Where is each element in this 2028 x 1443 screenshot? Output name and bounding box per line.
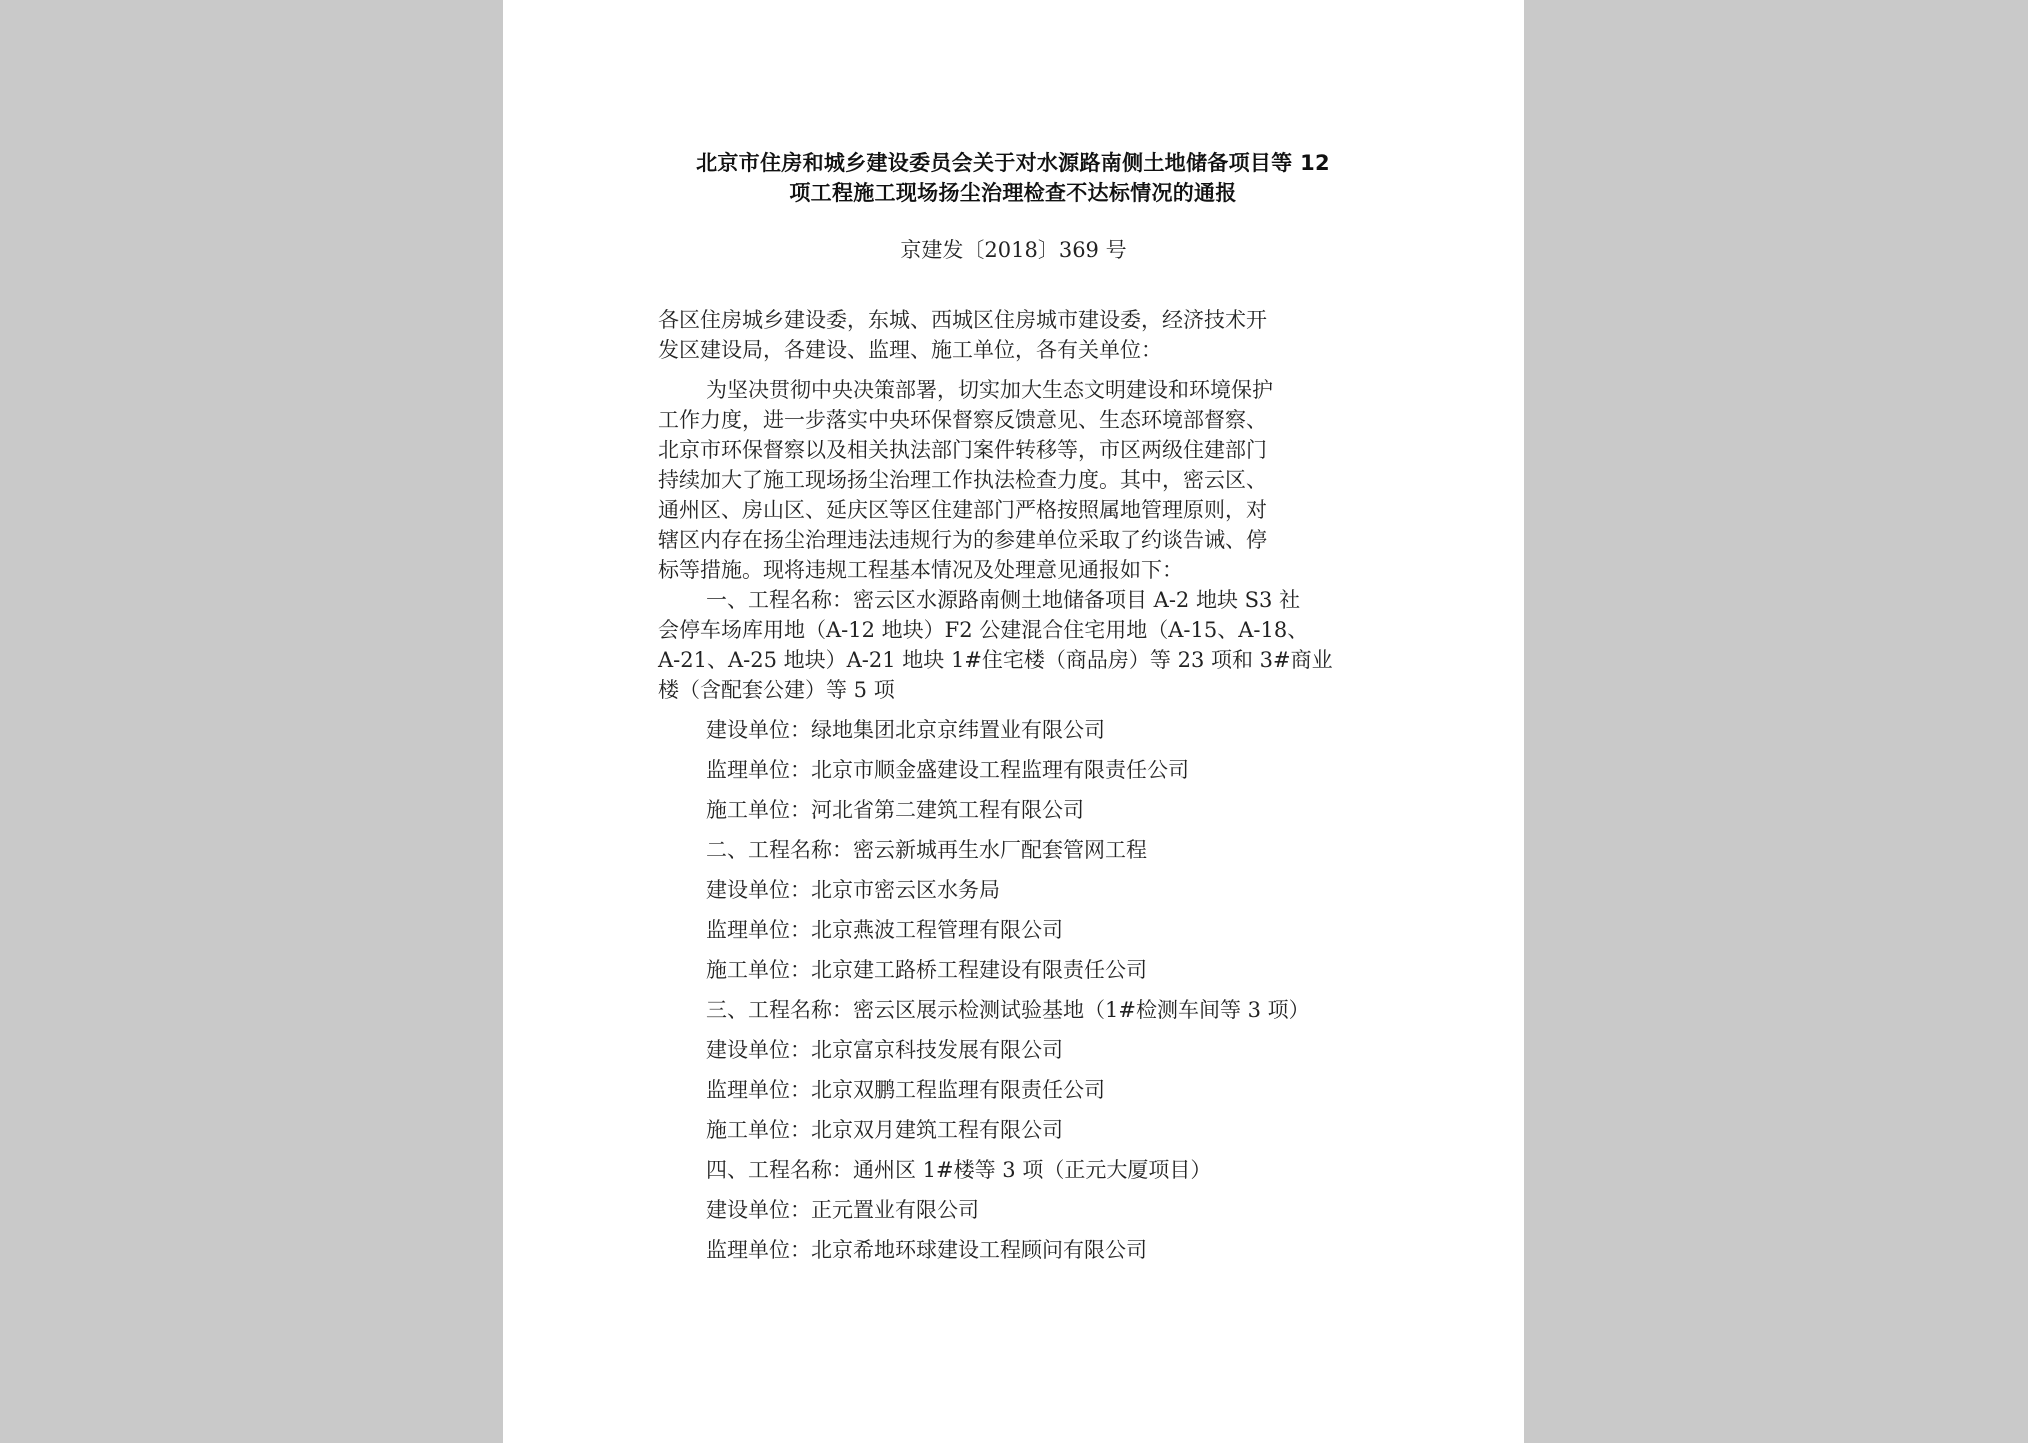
paragraph-line: 通州区、房山区、延庆区等区住建部门严格按照属地管理原则，对 xyxy=(658,498,1267,522)
project-heading-line: 三、工程名称：密云区展示检测试验基地（1#检测车间等 3 项） xyxy=(706,998,1310,1022)
project-unit-line: 建设单位：绿地集团北京京纬置业有限公司 xyxy=(706,718,1105,742)
project-unit-line: 监理单位：北京希地环球建设工程顾问有限公司 xyxy=(706,1238,1147,1262)
project-heading-line: 会停车场库用地（A-12 地块）F2 公建混合住宅用地（A-15、A-18、 xyxy=(658,618,1309,642)
paragraph-line: 辖区内存在扬尘治理违法违规行为的参建单位采取了约谈告诫、停 xyxy=(658,528,1267,552)
paragraph-line: 为坚决贯彻中央决策部署，切实加大生态文明建设和环境保护 xyxy=(706,378,1273,402)
project-heading-line: 四、工程名称：通州区 1#楼等 3 项（正元大厦项目） xyxy=(706,1158,1212,1182)
document-page xyxy=(503,0,1524,1443)
project-unit-line: 施工单位：北京双月建筑工程有限公司 xyxy=(706,1118,1063,1142)
project-unit-line: 监理单位：北京双鹏工程监理有限责任公司 xyxy=(706,1078,1105,1102)
addressee-line: 发区建设局，各建设、监理、施工单位，各有关单位： xyxy=(658,338,1162,362)
project-heading-line: 楼（含配套公建）等 5 项 xyxy=(658,678,895,702)
title-line: 项工程施工现场扬尘治理检查不达标情况的通报 xyxy=(789,181,1237,205)
paragraph-line: 标等措施。现将违规工程基本情况及处理意见通报如下： xyxy=(658,558,1183,582)
project-heading-line: A-21、A-25 地块）A-21 地块 1#住宅楼（商品房）等 23 项和 3#商业 xyxy=(658,648,1333,672)
project-unit-line: 建设单位：北京富京科技发展有限公司 xyxy=(706,1038,1063,1062)
project-heading-line: 二、工程名称：密云新城再生水厂配套管网工程 xyxy=(706,838,1147,862)
project-unit-line: 监理单位：北京市顺金盛建设工程监理有限责任公司 xyxy=(706,758,1189,782)
document-body xyxy=(658,305,1378,1265)
project-unit-line: 建设单位：正元置业有限公司 xyxy=(706,1198,979,1222)
project-heading-line: 一、工程名称：密云区水源路南侧土地储备项目 A-2 地块 S3 社 xyxy=(706,588,1301,612)
project-unit-line: 施工单位：河北省第二建筑工程有限公司 xyxy=(706,798,1084,822)
paragraph-line: 工作力度，进一步落实中央环保督察反馈意见、生态环境部督察、 xyxy=(658,408,1267,432)
paragraph-line: 持续加大了施工现场扬尘治理工作执法检查力度。其中，密云区、 xyxy=(658,468,1267,492)
title-line: 北京市住房和城乡建设委员会关于对水源路南侧土地储备项目等 12 xyxy=(696,151,1330,175)
addressee-line: 各区住房城乡建设委，东城、西城区住房城市建设委，经济技术开 xyxy=(658,308,1267,332)
paragraph-line: 北京市环保督察以及相关执法部门案件转移等，市区两级住建部门 xyxy=(658,438,1267,462)
project-unit-line: 施工单位：北京建工路桥工程建设有限责任公司 xyxy=(706,958,1147,982)
document-number: 京建发〔2018〕369 号 xyxy=(900,238,1127,262)
document-title xyxy=(643,148,1383,208)
project-unit-line: 建设单位：北京市密云区水务局 xyxy=(706,878,1000,902)
project-unit-line: 监理单位：北京燕波工程管理有限公司 xyxy=(706,918,1063,942)
